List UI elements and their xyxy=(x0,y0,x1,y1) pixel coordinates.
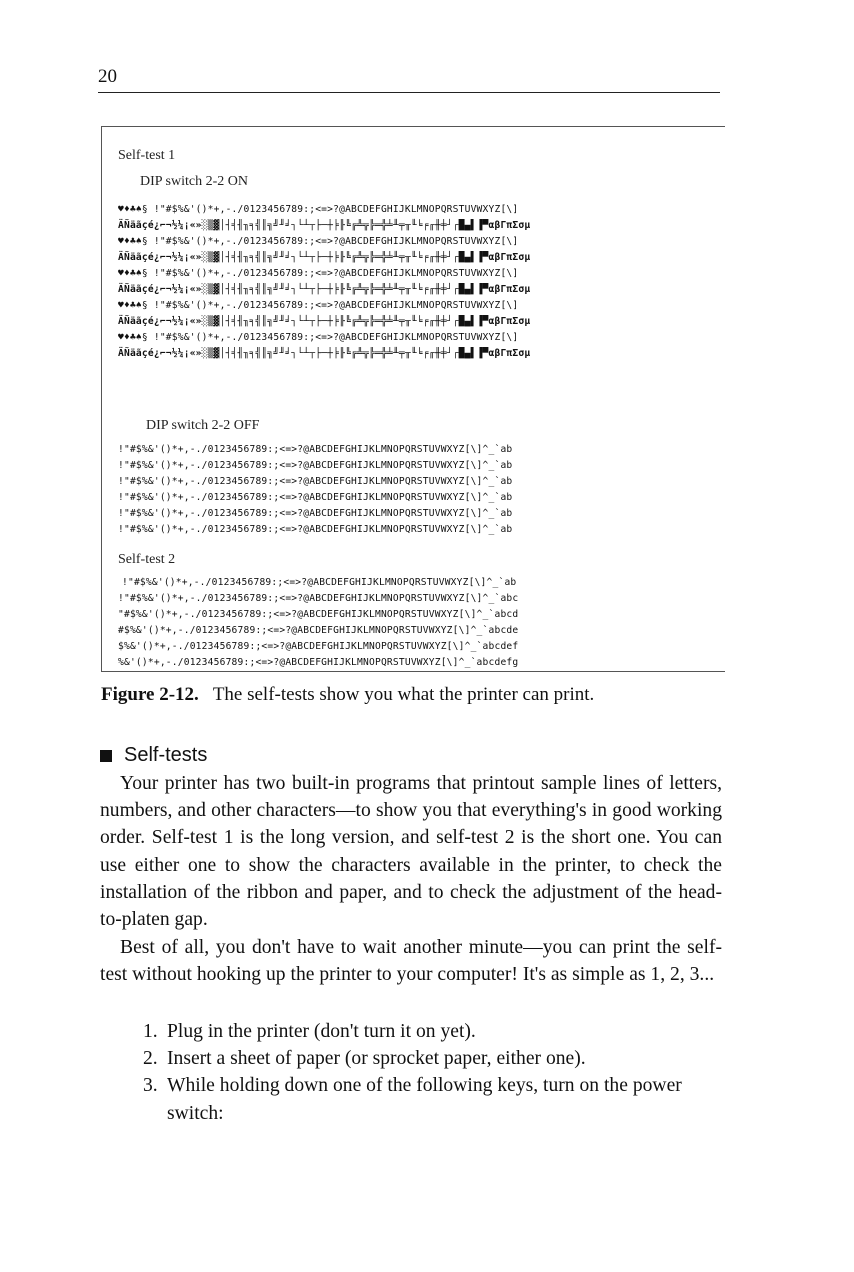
selftest2-line: $%&'()*+,-./0123456789:;<=>?@ABCDEFGHIJKLMNOPQRSTUVWXYZ[\]^_`abcdef xyxy=(118,641,519,652)
dip-on-line: ♥♦♣♠§ !"#$%&'()*+,-./0123456789:;<=>?@ABCDEFGHIJKLMNOPQRSTUVWXYZ[\] xyxy=(118,268,519,279)
steps-list xyxy=(143,1018,723,1127)
figure-caption xyxy=(101,684,594,706)
figure-caption-text: The self-tests show you what the printer can print. xyxy=(212,684,595,705)
dip-on-line: ♥♦♣♠§ !"#$%&'()*+,-./0123456789:;<=>?@ABCDEFGHIJKLMNOPQRSTUVWXYZ[\] xyxy=(118,300,519,311)
selftest2-line: !"#$%&'()*+,-./0123456789:;<=>?@ABCDEFGHIJKLMNOPQRSTUVWXYZ[\]^_`abc xyxy=(118,593,519,604)
dip-off-line: !"#$%&'()*+,-./0123456789:;<=>?@ABCDEFGHIJKLMNOPQRSTUVWXYZ[\]^_`ab xyxy=(118,460,513,471)
dip-on-line: ÄÑäãçé¿⌐¬½¼¡«»░▒▓│┤╡╢╖╕╣║╗╝╜╛┐└┴┬├─┼╞╟╚╔╩╦╠═╬╧╨╤╥╙╘╒╓╫╪┘┌█▄▌▐▀αβΓπΣσµ xyxy=(118,220,531,231)
body-paragraph-2: Best of all, you don't have to wait another minute—you can print the self-test without hooking up the printer to your computer! It's as simple as 1, 2, 3... xyxy=(100,937,722,986)
step-number: 1. xyxy=(143,1021,158,1042)
list-item xyxy=(143,1072,723,1126)
dip-off-label: DIP switch 2-2 OFF xyxy=(146,418,260,433)
dip-on-line: ♥♦♣♠§ !"#$%&'()*+,-./0123456789:;<=>?@ABCDEFGHIJKLMNOPQRSTUVWXYZ[\] xyxy=(118,204,519,215)
step-text: Plug in the printer (don't turn it on yet). xyxy=(167,1021,476,1042)
dip-on-label: DIP switch 2-2 ON xyxy=(140,174,248,189)
page-number: 20 xyxy=(98,66,117,87)
selftest1-label: Self-test 1 xyxy=(118,148,176,163)
dip-on-line: ♥♦♣♠§ !"#$%&'()*+,-./0123456789:;<=>?@ABCDEFGHIJKLMNOPQRSTUVWXYZ[\] xyxy=(118,332,519,343)
dip-off-line: !"#$%&'()*+,-./0123456789:;<=>?@ABCDEFGHIJKLMNOPQRSTUVWXYZ[\]^_`ab xyxy=(118,476,513,487)
dip-off-line: !"#$%&'()*+,-./0123456789:;<=>?@ABCDEFGHIJKLMNOPQRSTUVWXYZ[\]^_`ab xyxy=(118,524,513,535)
body-paragraph-1: Your printer has two built-in programs that printout sample lines of letters, numbers, and other characters—to show you that everything's in good working order. Self-test 1 is the long version, and self-test 2 is the short one. You can use either one to show the characters available in the printer, to check the installation of the ribbon and paper, and to check the adjustment of the head-to-platen gap. xyxy=(100,773,722,931)
section-heading-text: Self-tests xyxy=(124,744,208,766)
section-heading xyxy=(100,744,207,767)
dip-on-line: ♥♦♣♠§ !"#$%&'()*+,-./0123456789:;<=>?@ABCDEFGHIJKLMNOPQRSTUVWXYZ[\] xyxy=(118,236,519,247)
selftest2-line: "#$%&'()*+,-./0123456789:;<=>?@ABCDEFGHIJKLMNOPQRSTUVWXYZ[\]^_`abcd xyxy=(118,609,519,620)
list-item xyxy=(143,1045,723,1072)
dip-on-line: ÄÑäãçé¿⌐¬½¼¡«»░▒▓│┤╡╢╖╕╣║╗╝╜╛┐└┴┬├─┼╞╟╚╔╩╦╠═╬╧╨╤╥╙╘╒╓╫╪┘┌█▄▌▐▀αβΓπΣσµ xyxy=(118,348,531,359)
selftest2-line: !"#$%&'()*+,-./0123456789:;<=>?@ABCDEFGHIJKLMNOPQRSTUVWXYZ[\]^_`ab xyxy=(122,577,517,588)
step-text: Insert a sheet of paper (or sprocket paper, either one). xyxy=(167,1048,586,1070)
top-rule xyxy=(98,92,720,93)
list-item xyxy=(143,1018,723,1045)
selftest2-label: Self-test 2 xyxy=(118,552,176,567)
selftest2-line: %&'()*+,-./0123456789:;<=>?@ABCDEFGHIJKLMNOPQRSTUVWXYZ[\]^_`abcdefg xyxy=(118,657,519,668)
step-number: 2. xyxy=(143,1048,158,1070)
dip-on-line: ÄÑäãçé¿⌐¬½¼¡«»░▒▓│┤╡╢╖╕╣║╗╝╜╛┐└┴┬├─┼╞╟╚╔╩╦╠═╬╧╨╤╥╙╘╒╓╫╪┘┌█▄▌▐▀αβΓπΣσµ xyxy=(118,316,531,327)
figure-number: Figure 2-12. xyxy=(101,684,199,705)
dip-off-line: !"#$%&'()*+,-./0123456789:;<=>?@ABCDEFGHIJKLMNOPQRSTUVWXYZ[\]^_`ab xyxy=(118,492,513,503)
dip-off-line: !"#$%&'()*+,-./0123456789:;<=>?@ABCDEFGHIJKLMNOPQRSTUVWXYZ[\]^_`ab xyxy=(118,444,513,455)
dip-on-line: ÄÑäãçé¿⌐¬½¼¡«»░▒▓│┤╡╢╖╕╣║╗╝╜╛┐└┴┬├─┼╞╟╚╔╩╦╠═╬╧╨╤╥╙╘╒╓╫╪┘┌█▄▌▐▀αβΓπΣσµ xyxy=(118,252,531,263)
dip-on-line: ÄÑäãçé¿⌐¬½¼¡«»░▒▓│┤╡╢╖╕╣║╗╝╜╛┐└┴┬├─┼╞╟╚╔╩╦╠═╬╧╨╤╥╙╘╒╓╫╪┘┌█▄▌▐▀αβΓπΣσµ xyxy=(118,284,531,295)
selftest2-line: #$%&'()*+,-./0123456789:;<=>?@ABCDEFGHIJKLMNOPQRSTUVWXYZ[\]^_`abcde xyxy=(118,625,519,636)
dip-off-line: !"#$%&'()*+,-./0123456789:;<=>?@ABCDEFGHIJKLMNOPQRSTUVWXYZ[\]^_`ab xyxy=(118,508,513,519)
bullet-square-icon xyxy=(100,750,112,762)
step-text: While holding down one of the following keys, turn on the power switch: xyxy=(167,1075,682,1124)
step-number: 3. xyxy=(143,1075,158,1097)
